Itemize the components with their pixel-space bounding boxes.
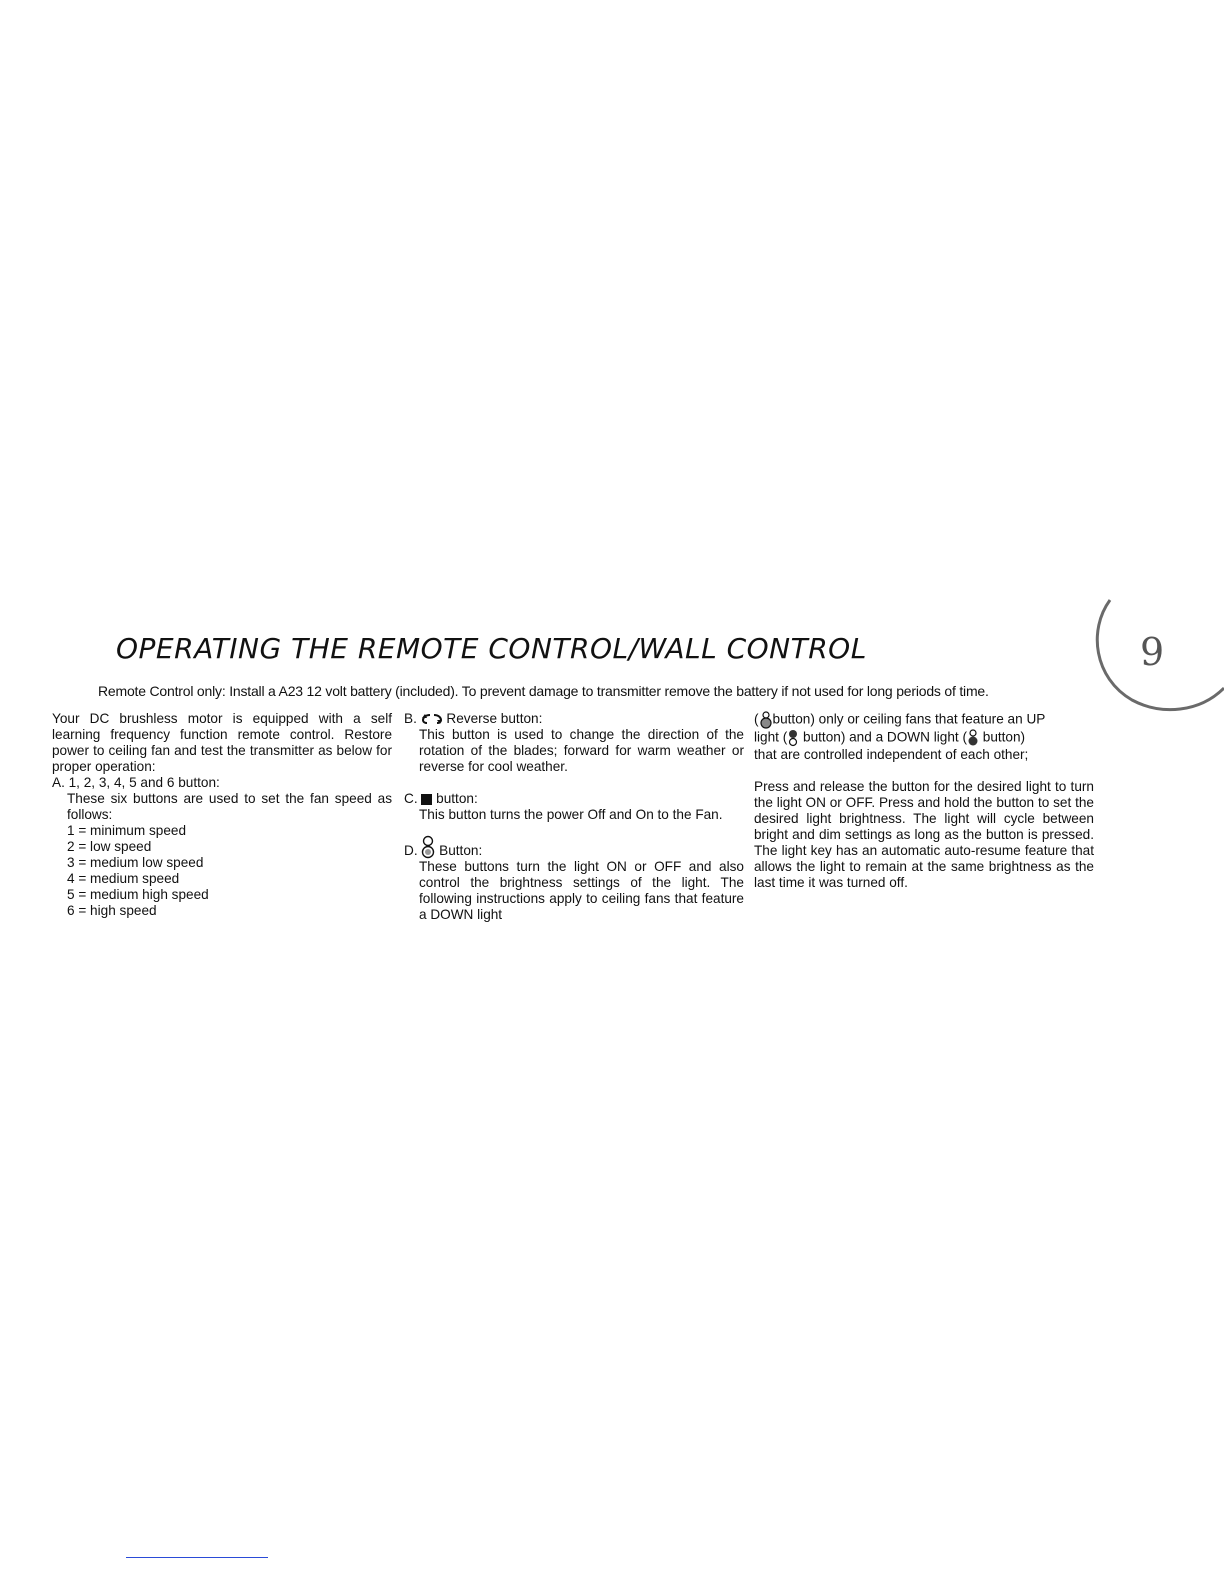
speed-list	[52, 823, 392, 919]
item-d-heading	[404, 835, 744, 859]
light-note-text-2c: button)	[978, 729, 1026, 745]
item-c-text: This button turns the power Off and On to the Fan.	[419, 807, 723, 822]
light-note-text-2a: light (	[754, 729, 788, 745]
item-d-title: Button:	[439, 843, 483, 858]
column-3	[754, 711, 1094, 891]
light-bulbs-icon	[421, 835, 435, 859]
up-light-icon	[787, 729, 799, 747]
light-note-text-1: button) only or ceiling fans that feature an UP	[772, 711, 1046, 727]
footer-rule	[126, 1557, 268, 1558]
item-c-title: button:	[436, 791, 478, 806]
light-note-line-2	[754, 729, 1094, 747]
page-number: 9	[1140, 630, 1165, 674]
reverse-arrows-icon	[421, 713, 443, 725]
item-d-letter: D.	[404, 843, 418, 858]
item-a-heading: A. 1, 2, 3, 4, 5 and 6 button:	[52, 775, 220, 790]
speed-item: 1 = minimum speed	[67, 823, 186, 838]
item-b-title: Reverse button:	[446, 711, 543, 726]
speed-item: 4 = medium speed	[67, 871, 180, 886]
down-light-icon	[967, 729, 979, 747]
light-note-line-3: that are controlled independent of each other;	[754, 747, 1029, 762]
column-1	[52, 711, 392, 919]
item-a-text: These six buttons are used to set the fan speed as follows:	[67, 791, 392, 822]
light-instructions: Press and release the button for the desired light to turn the light ON or OFF. Press and hold the button to set the desired light brightness. The light will cycle between bright and dim settings as long as the button is pressed. The light key has an automatic auto-resume feature that allows the light to remain at the same brightness as the last time it was turned off.	[754, 779, 1094, 890]
column-2	[404, 711, 744, 923]
speed-item: 5 = medium high speed	[67, 887, 209, 902]
speed-item: 2 = low speed	[67, 839, 152, 854]
speed-item: 6 = high speed	[67, 903, 157, 918]
speed-item: 3 = medium low speed	[67, 855, 204, 870]
paren: (	[754, 711, 759, 727]
item-b-letter: B.	[404, 711, 417, 726]
intro-text: Remote Control only: Install a A23 12 volt battery (included). To prevent damage to transmitter remove the battery if not used for long periods of time.	[98, 683, 989, 699]
item-c-heading	[404, 791, 744, 807]
item-d-text: These buttons turn the light ON or OFF and also control the brightness settings of the light. The following instructions apply to ceiling fans that feature a DOWN light	[419, 859, 744, 922]
item-c-letter: C.	[404, 791, 418, 806]
power-square-icon	[421, 794, 432, 805]
item-b-text: This button is used to change the direction of the rotation of the blades; forward for warm weather or reverse for cool weather.	[419, 727, 744, 774]
down-light-icon	[759, 711, 773, 729]
page-title: OPERATING THE REMOTE CONTROL/WALL CONTROL	[116, 632, 867, 665]
item-b-heading	[404, 711, 744, 727]
intro-paragraph: Your DC brushless motor is equipped with a self learning frequency function remote control. Restore power to ceiling fan and test the transmitter as below for proper operation:	[52, 711, 392, 774]
light-note-text-2b: button) and a DOWN light (	[799, 729, 967, 745]
light-note-line-1	[754, 711, 1094, 729]
